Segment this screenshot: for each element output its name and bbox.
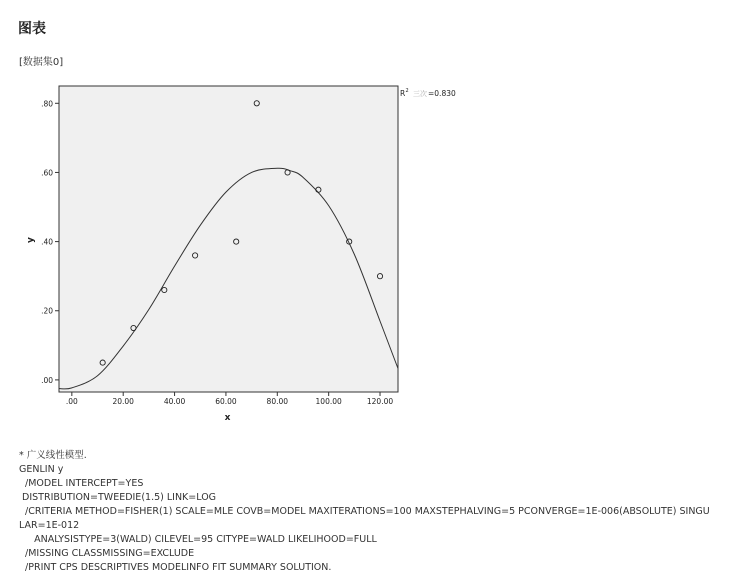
x-tick-label: 100.00	[315, 397, 342, 406]
legend-r2-label: R	[400, 89, 406, 98]
output-heading: 图表	[18, 21, 46, 37]
x-tick-label: 40.00	[163, 397, 186, 406]
syntax-line: /MISSING CLASSMISSING=EXCLUDE	[19, 548, 195, 559]
y-tick-label: .00	[41, 375, 53, 385]
y-tick-label: .20	[41, 306, 53, 316]
syntax-line: /MODEL INTERCEPT=YES	[19, 478, 144, 489]
syntax-line: * 广义线性模型.	[19, 450, 87, 461]
x-tick-label: 80.00	[266, 397, 289, 406]
syntax-line: GENLIN y	[19, 464, 64, 475]
syntax-line: DISTRIBUTION=TWEEDIE(1.5) LINK=LOG	[19, 492, 217, 503]
y-tick-label: .80	[41, 99, 53, 109]
x-tick-label: 60.00	[215, 397, 237, 406]
x-tick-label: 20.00	[112, 397, 134, 406]
syntax-line: LAR=1E-012	[19, 520, 80, 531]
y-axis-label: y	[26, 237, 36, 243]
x-tick-label: 120.00	[366, 397, 394, 406]
syntax-block	[19, 449, 731, 575]
syntax-line: /CRITERIA METHOD=FISHER(1) SCALE=MLE COVB=MODEL MAXITERATIONS=100 MAXSTEPHALVING=5 PCONVERGE=1E-006(ABSOLUTE) SINGU	[19, 506, 710, 517]
dataset-label: [数据集0]	[19, 57, 64, 68]
syntax-line: /PRINT CPS DESCRIPTIVES MODELINFO FIT SUMMARY SOLUTION.	[19, 562, 332, 573]
x-axis-label: x	[224, 413, 231, 423]
legend-r2-value: =0.830	[428, 89, 456, 98]
legend-r2-superscript: 2	[405, 88, 409, 94]
y-tick-label: .60	[41, 168, 53, 178]
x-tick-label: .00	[65, 397, 78, 406]
syntax-line: ANALYSISTYPE=3(WALD) CILEVEL=95 CITYPE=WALD LIKELIHOOD=FULL	[19, 534, 377, 545]
y-tick-label: .40	[41, 237, 53, 247]
legend-model-name: 三次	[413, 90, 427, 98]
